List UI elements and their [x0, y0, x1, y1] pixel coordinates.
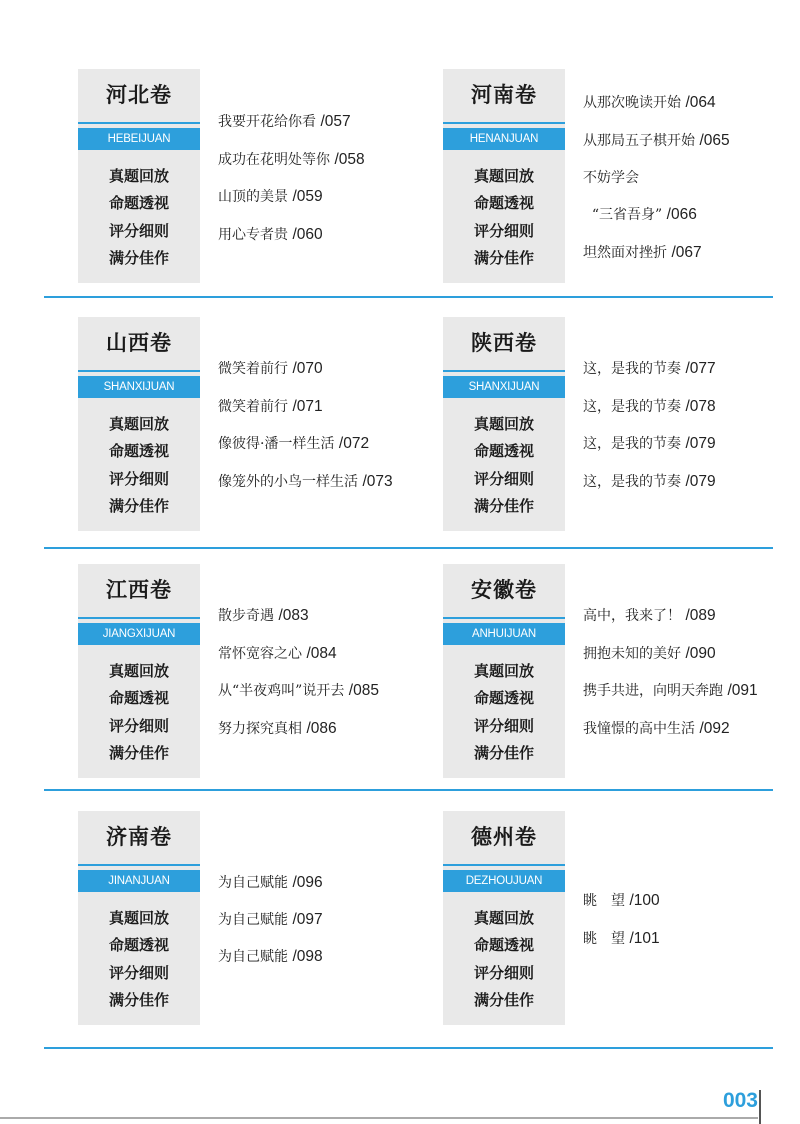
entry-page: /089 [685, 607, 716, 624]
page-number-bar [759, 1090, 761, 1124]
entry-title: 拥抱未知的美好 [583, 646, 686, 662]
item-zhenti: 真题回放 [108, 167, 169, 185]
entry-page: /072 [338, 435, 370, 452]
section-title: 济南卷 [106, 825, 172, 849]
entry-page: /085 [348, 682, 379, 699]
toc-entry[interactable] [583, 718, 730, 738]
entry-title: 像笼外的小鸟一样生活 [218, 474, 363, 490]
toc-entry[interactable] [583, 890, 660, 910]
section-pinyin: SHANXIJUAN [443, 376, 565, 398]
item-mingti: 命题透视 [108, 936, 169, 955]
toc-entry[interactable] [583, 242, 702, 262]
section-pinyin: SHANXIJUAN [78, 376, 200, 398]
entry-page: /060 [292, 226, 323, 243]
section-divider [44, 789, 773, 791]
entry-title: 这，是我的节奏 [583, 399, 686, 415]
section-divider [44, 547, 773, 549]
entry-title: 微笑着前行 [218, 361, 293, 377]
section-title: 山西卷 [106, 331, 172, 355]
item-manfen: 满分佳作 [108, 991, 169, 1010]
title-underline [78, 370, 200, 372]
item-zhenti: 真题回放 [473, 662, 534, 680]
toc-entry[interactable] [218, 186, 323, 206]
section-title: 德州卷 [471, 825, 537, 849]
page-number: 003 [722, 1089, 758, 1112]
entry-title: “三省吾身” [583, 207, 667, 223]
entry-page: /098 [292, 948, 323, 965]
entry-title: 从那次晚读开始 [583, 95, 686, 111]
entry-page: /078 [685, 398, 716, 415]
entry-page: /083 [278, 607, 309, 624]
toc-entry[interactable] [218, 224, 323, 244]
item-zhenti: 真题回放 [473, 415, 534, 433]
item-zhenti: 真题回放 [108, 415, 169, 433]
section-pinyin: JIANGXIJUAN [78, 623, 200, 645]
entry-title: 从那局五子棋开始 [583, 133, 700, 149]
section-pinyin: HENANJUAN [443, 128, 565, 150]
item-manfen: 满分佳作 [473, 744, 534, 763]
item-pingfen: 评分细则 [108, 469, 169, 488]
entry-title: 我憧憬的高中生活 [583, 721, 700, 737]
entry-title: 携手共进，向明天奔跑 [583, 683, 728, 699]
toc-entry[interactable] [583, 396, 716, 416]
section-henan [443, 69, 800, 283]
entry-title: 我要开花给你看 [218, 114, 321, 130]
entry-title: 常怀宽容之心 [218, 646, 307, 662]
section-items [78, 658, 200, 768]
item-mingti: 命题透视 [473, 689, 534, 708]
entry-page: /091 [727, 682, 758, 699]
section-items [78, 163, 200, 273]
entry-title: 不妨学会 [583, 170, 639, 186]
entry-page: /100 [629, 892, 660, 909]
toc-entry[interactable] [218, 946, 323, 966]
title-underline [78, 122, 200, 124]
section-jiangxi [78, 564, 438, 778]
entry-page: /090 [685, 645, 716, 662]
item-pingfen: 评分细则 [108, 963, 169, 982]
title-underline [78, 617, 200, 619]
entry-page: /079 [685, 435, 716, 452]
toc-entry[interactable] [218, 471, 393, 491]
entry-page: /059 [292, 188, 323, 205]
section-card [443, 564, 565, 778]
entry-page: /097 [292, 911, 323, 928]
entry-title: 为自己赋能 [218, 912, 293, 928]
section-anhui [443, 564, 800, 778]
footer-rule [0, 1117, 758, 1119]
toc-entry[interactable] [583, 92, 716, 112]
entry-title: 高中，我来了！ [583, 608, 686, 624]
toc-entry[interactable] [583, 358, 716, 378]
entry-title: 用心专者贵 [218, 227, 293, 243]
section-divider [44, 296, 773, 298]
entry-title: 为自己赋能 [218, 875, 293, 891]
entry-page: /092 [699, 720, 730, 737]
section-dezhou [443, 811, 800, 1025]
section-card [443, 811, 565, 1025]
entry-page: /057 [320, 113, 351, 130]
item-zhenti: 真题回放 [108, 909, 169, 927]
entry-title: 山顶的美景 [218, 189, 293, 205]
entry-page: /096 [292, 874, 323, 891]
entry-title: 微笑着前行 [218, 399, 293, 415]
entry-page: /071 [292, 398, 323, 415]
section-card [443, 317, 565, 531]
item-manfen: 满分佳作 [473, 497, 534, 516]
section-card [78, 317, 200, 531]
title-underline [443, 370, 565, 372]
section-title: 河南卷 [471, 83, 537, 107]
toc-entry[interactable] [218, 149, 365, 169]
item-manfen: 满分佳作 [473, 249, 534, 268]
entry-page: /058 [334, 151, 365, 168]
toc-entry[interactable] [218, 111, 351, 131]
item-pingfen: 评分细则 [473, 716, 534, 735]
item-pingfen: 评分细则 [473, 469, 534, 488]
entry-title: 这，是我的节奏 [583, 436, 686, 452]
section-title: 安徽卷 [471, 578, 537, 602]
section-items [78, 411, 200, 521]
toc-entry[interactable] [583, 605, 716, 625]
item-pingfen: 评分细则 [108, 716, 169, 735]
toc-entry[interactable] [218, 680, 379, 700]
item-mingti: 命题透视 [108, 442, 169, 461]
item-pingfen: 评分细则 [108, 221, 169, 240]
item-pingfen: 评分细则 [473, 963, 534, 982]
toc-entry[interactable] [583, 130, 730, 150]
item-manfen: 满分佳作 [108, 249, 169, 268]
item-manfen: 满分佳作 [473, 991, 534, 1010]
toc-entry[interactable] [218, 643, 337, 663]
section-hebei [78, 69, 438, 283]
section-pinyin: DEZHOUJUAN [443, 870, 565, 892]
toc-entry[interactable] [583, 167, 639, 187]
item-mingti: 命题透视 [473, 936, 534, 955]
entry-page: /101 [629, 930, 660, 947]
entry-page: /086 [306, 720, 337, 737]
item-mingti: 命题透视 [473, 194, 534, 213]
section-shaanxi [443, 317, 800, 531]
entry-title: 这，是我的节奏 [583, 361, 686, 377]
item-pingfen: 评分细则 [473, 221, 534, 240]
toc-entry[interactable] [218, 605, 309, 625]
entry-page: /065 [699, 132, 730, 149]
entry-page: /067 [671, 244, 702, 261]
section-items [443, 658, 565, 768]
entry-title: 眺 望 [583, 893, 630, 909]
toc-entry[interactable] [218, 433, 369, 453]
toc-entry[interactable] [583, 680, 758, 700]
section-items [78, 905, 200, 1015]
section-card [78, 564, 200, 778]
entry-page: /079 [685, 473, 716, 490]
entry-page: /084 [306, 645, 337, 662]
toc-entry[interactable] [218, 718, 337, 738]
item-zhenti: 真题回放 [473, 909, 534, 927]
item-zhenti: 真题回放 [473, 167, 534, 185]
entry-title: 成功在花明处等你 [218, 152, 335, 168]
toc-entry[interactable] [218, 396, 323, 416]
section-title: 河北卷 [106, 83, 172, 107]
toc-entry[interactable] [218, 909, 323, 929]
section-title: 陕西卷 [471, 331, 537, 355]
toc-entry[interactable] [583, 204, 697, 224]
toc-entry[interactable] [218, 872, 323, 892]
item-manfen: 满分佳作 [108, 497, 169, 516]
toc-entry[interactable] [583, 433, 716, 453]
toc-entry[interactable] [218, 358, 323, 378]
section-items [443, 411, 565, 521]
item-manfen: 满分佳作 [108, 744, 169, 763]
item-zhenti: 真题回放 [108, 662, 169, 680]
section-divider [44, 1047, 773, 1049]
item-mingti: 命题透视 [108, 194, 169, 213]
section-jinan [78, 811, 438, 1025]
section-title: 江西卷 [106, 578, 172, 602]
item-mingti: 命题透视 [108, 689, 169, 708]
entry-page: /073 [362, 473, 393, 490]
entry-title: 努力探究真相 [218, 721, 307, 737]
entry-page: /066 [666, 206, 697, 223]
entry-title: 坦然面对挫折 [583, 245, 672, 261]
toc-entry[interactable] [583, 471, 716, 491]
title-underline [78, 864, 200, 866]
entry-title: 从“半夜鸡叫”说开去 [218, 683, 349, 699]
section-card [78, 811, 200, 1025]
title-underline [443, 122, 565, 124]
section-items [443, 905, 565, 1015]
title-underline [443, 617, 565, 619]
section-card [78, 69, 200, 283]
entry-title: 散步奇遇 [218, 608, 279, 624]
section-pinyin: JINANJUAN [78, 870, 200, 892]
entry-page: /077 [685, 360, 716, 377]
entry-title: 像彼得·潘一样生活 [218, 436, 339, 452]
entry-page: /064 [685, 94, 716, 111]
entry-title: 为自己赋能 [218, 949, 293, 965]
item-mingti: 命题透视 [473, 442, 534, 461]
section-shanxi [78, 317, 438, 531]
entry-title: 这，是我的节奏 [583, 474, 686, 490]
entry-title: 眺 望 [583, 931, 630, 947]
section-items [443, 163, 565, 273]
toc-entry[interactable] [583, 928, 660, 948]
section-card [443, 69, 565, 283]
section-pinyin: HEBEIJUAN [78, 128, 200, 150]
title-underline [443, 864, 565, 866]
entry-page: /070 [292, 360, 323, 377]
toc-entry[interactable] [583, 643, 716, 663]
section-pinyin: ANHUIJUAN [443, 623, 565, 645]
